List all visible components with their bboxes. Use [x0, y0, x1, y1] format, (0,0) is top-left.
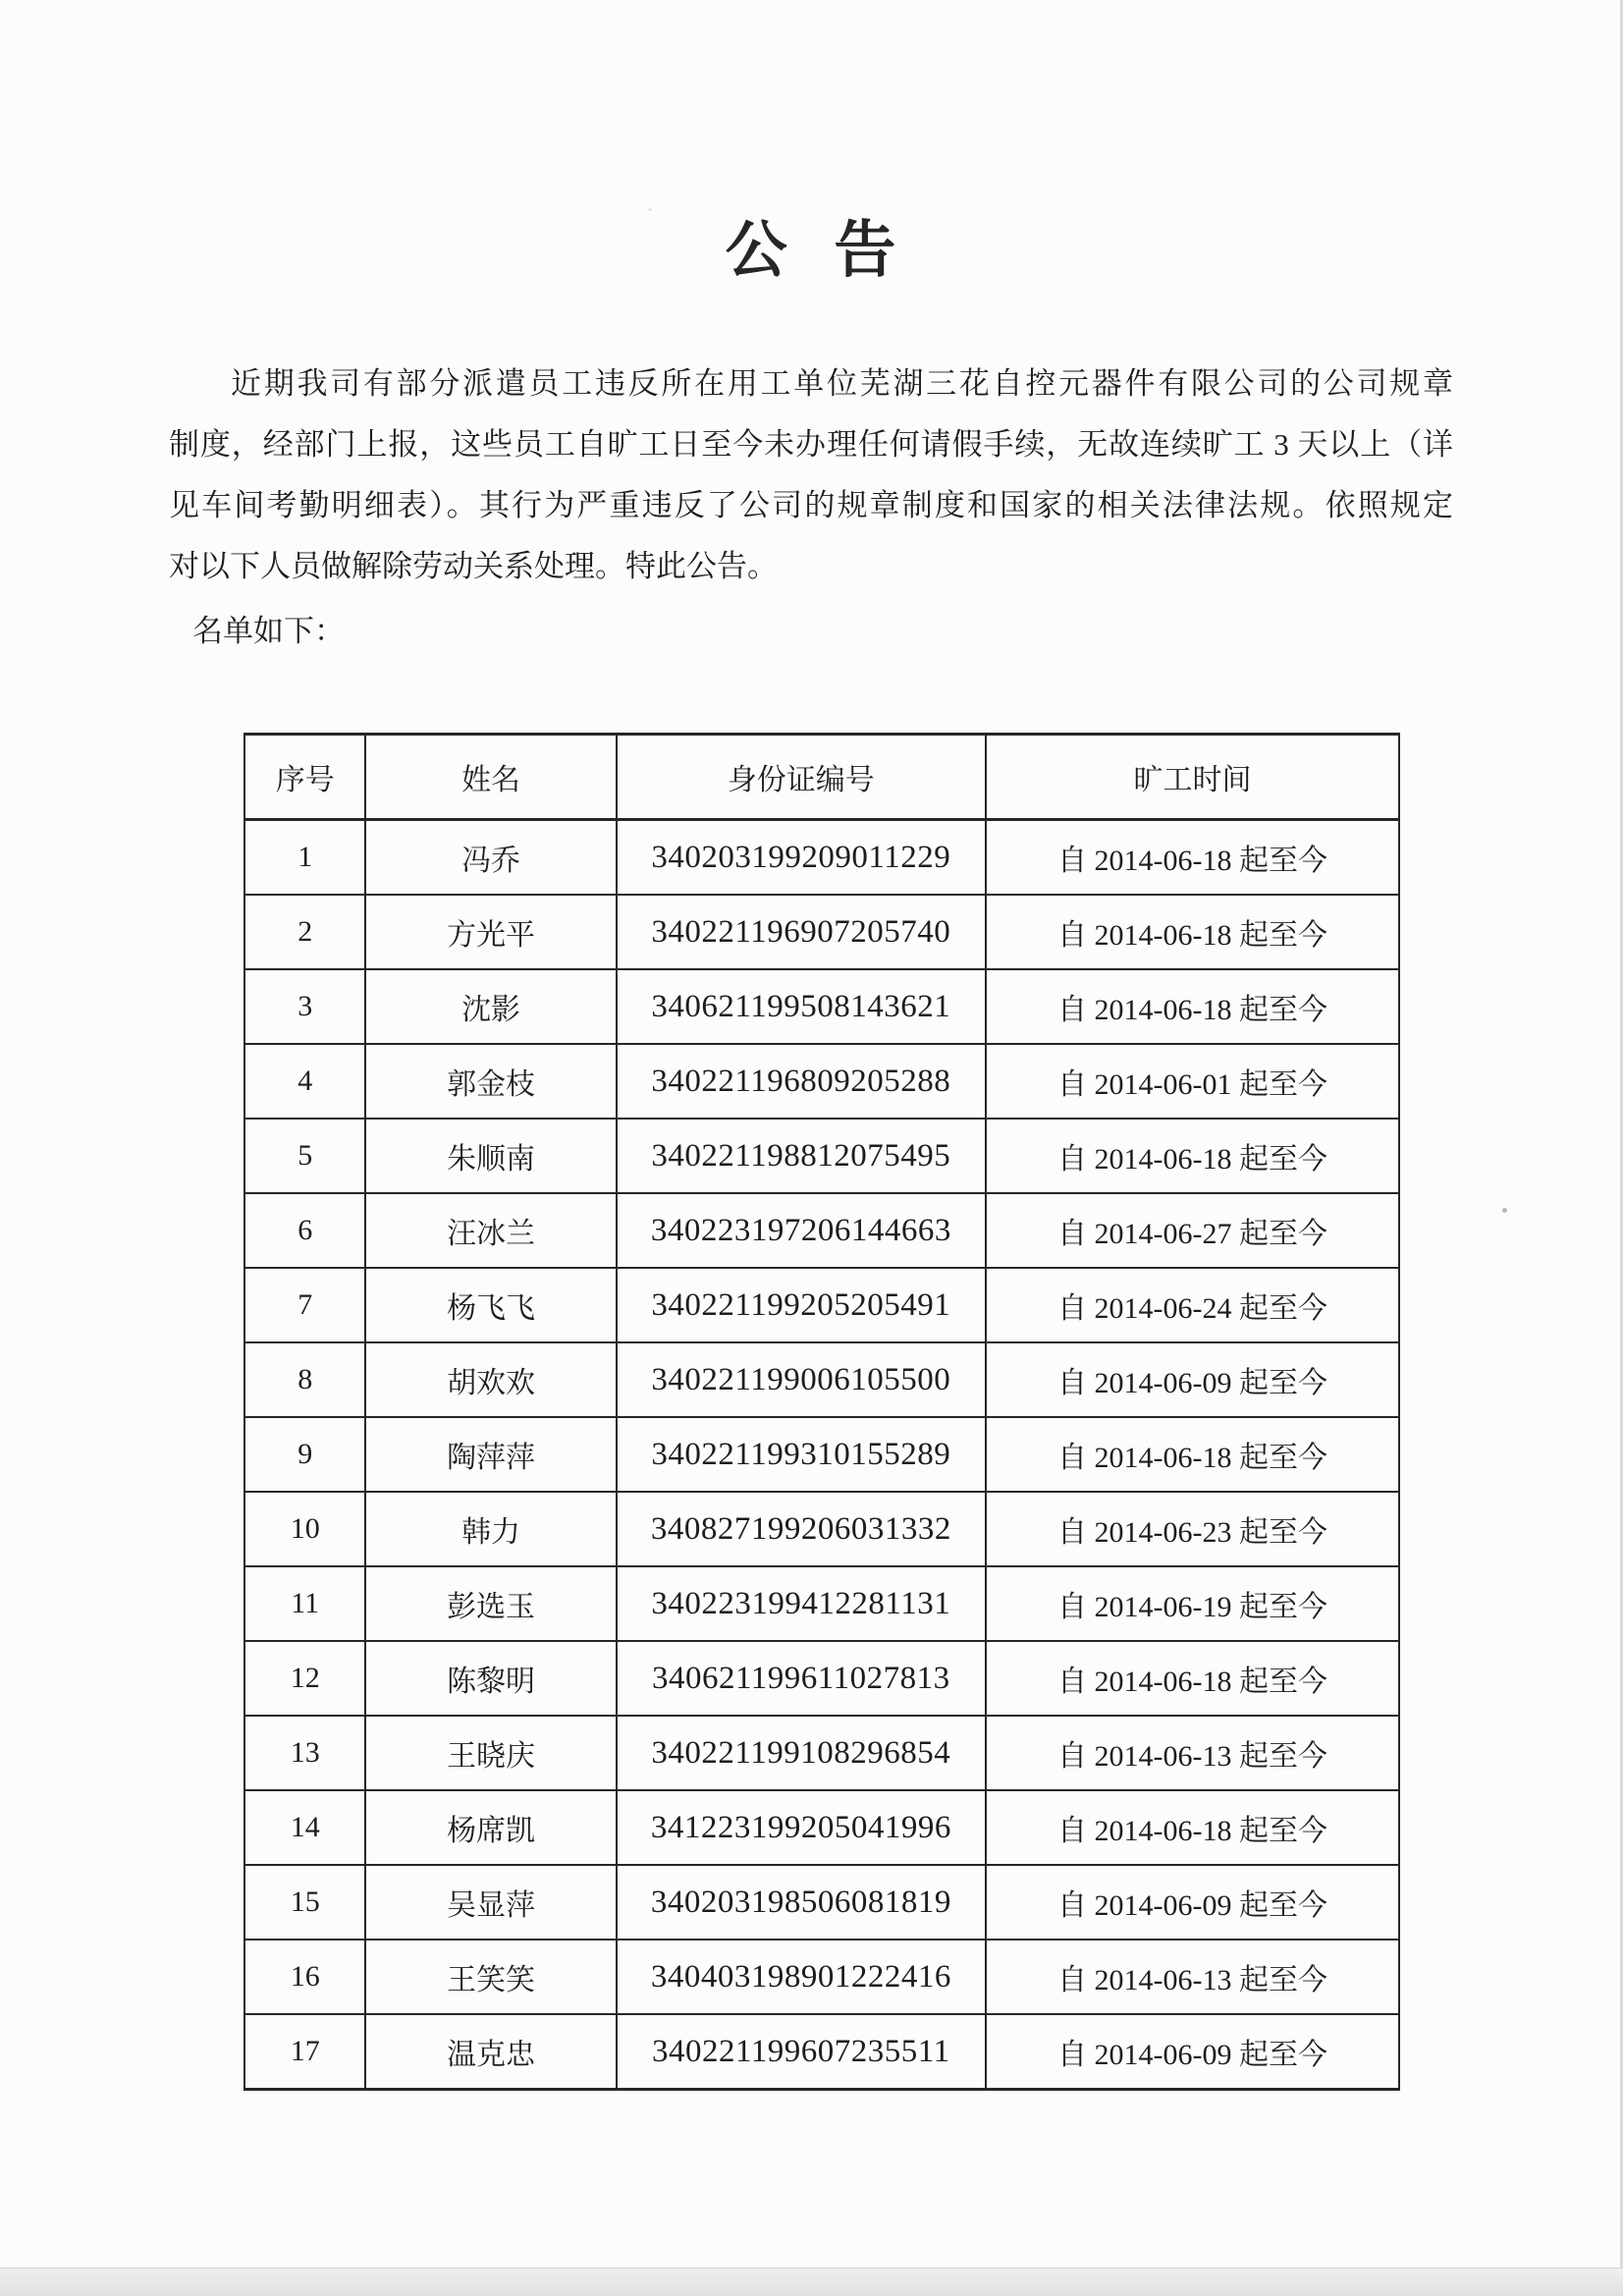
table-row [244, 1193, 1399, 1268]
row-index: 17 [244, 2014, 365, 2090]
employee-name: 韩力 [365, 1492, 616, 1566]
table-row [244, 1417, 1399, 1492]
id-number: 340221196907205740 [617, 895, 986, 969]
employee-name: 王晓庆 [365, 1716, 616, 1790]
document-title: 公 告 [725, 216, 898, 285]
row-index: 15 [244, 1865, 365, 1940]
scan-band-artifact [0, 2268, 1623, 2296]
table-row [244, 1790, 1399, 1865]
absence-time: 自 2014-06-09 起至今 [986, 1342, 1399, 1417]
employee-name: 吴显萍 [365, 1865, 616, 1940]
table-row [244, 1342, 1399, 1417]
employee-name: 陶萍萍 [365, 1417, 616, 1492]
table-header-row [244, 735, 1399, 820]
row-index: 9 [244, 1417, 365, 1492]
scan-speck [648, 208, 652, 211]
row-index: 10 [244, 1492, 365, 1566]
column-header: 身份证编号 [617, 735, 986, 820]
absence-time: 自 2014-06-18 起至今 [986, 1790, 1399, 1865]
employee-name: 陈黎明 [365, 1641, 616, 1716]
absence-time: 自 2014-06-24 起至今 [986, 1268, 1399, 1342]
row-index: 7 [244, 1268, 365, 1342]
table-row [244, 1492, 1399, 1566]
table-row [244, 2014, 1399, 2090]
id-number: 340403198901222416 [617, 1940, 986, 2014]
row-index: 4 [244, 1044, 365, 1119]
id-number: 341223199205041996 [617, 1790, 986, 1865]
id-number: 340221199205205491 [617, 1268, 986, 1342]
table-row [244, 1268, 1399, 1342]
paragraph-line: 制度，经部门上报，这些员工自旷工日至今未办理任何请假手续，无故连续旷工 3 天以上（详 [169, 427, 1453, 462]
absence-time: 自 2014-06-09 起至今 [986, 1865, 1399, 1940]
row-index: 11 [244, 1566, 365, 1641]
table-row [244, 969, 1399, 1044]
employee-name: 朱顺南 [365, 1119, 616, 1193]
row-index: 12 [244, 1641, 365, 1716]
absence-time: 自 2014-06-13 起至今 [986, 1716, 1399, 1790]
absence-time: 自 2014-06-01 起至今 [986, 1044, 1399, 1119]
absence-time: 自 2014-06-18 起至今 [986, 1119, 1399, 1193]
employee-name: 胡欢欢 [365, 1342, 616, 1417]
absence-time: 自 2014-06-23 起至今 [986, 1492, 1399, 1566]
table-row [244, 1865, 1399, 1940]
absence-time: 自 2014-06-13 起至今 [986, 1940, 1399, 2014]
id-number: 340221199607235511 [617, 2014, 986, 2090]
absence-time: 自 2014-06-09 起至今 [986, 2014, 1399, 2090]
scan-speck [1502, 1208, 1507, 1213]
paragraph-line: 近期我司有部分派遣员工违反所在用工单位芜湖三花自控元器件有限公司的公司规章 [231, 366, 1453, 401]
row-index: 8 [244, 1342, 365, 1417]
announcement-paragraph [169, 354, 1453, 597]
absence-time: 自 2014-06-18 起至今 [986, 1641, 1399, 1716]
employee-name: 温克忠 [365, 2014, 616, 2090]
absence-time: 自 2014-06-18 起至今 [986, 895, 1399, 969]
column-header: 旷工时间 [986, 735, 1399, 820]
row-index: 3 [244, 969, 365, 1044]
row-index: 16 [244, 1940, 365, 2014]
table-row [244, 1119, 1399, 1193]
table-row [244, 820, 1399, 896]
table-body [244, 820, 1399, 2090]
id-number: 340221199108296854 [617, 1716, 986, 1790]
id-number: 340621199611027813 [617, 1641, 986, 1716]
dismissal-roster-table [243, 733, 1400, 2091]
table-row [244, 1044, 1399, 1119]
paragraph-line: 对以下人员做解除劳动关系处理。特此公告。 [169, 549, 778, 583]
employee-name: 郭金枝 [365, 1044, 616, 1119]
row-index: 6 [244, 1193, 365, 1268]
employee-name: 彭选玉 [365, 1566, 616, 1641]
employee-name: 汪冰兰 [365, 1193, 616, 1268]
id-number: 340203198506081819 [617, 1865, 986, 1940]
employee-name: 冯乔 [365, 820, 616, 896]
id-number: 340221199310155289 [617, 1417, 986, 1492]
absence-time: 自 2014-06-18 起至今 [986, 820, 1399, 896]
table-row [244, 895, 1399, 969]
absence-time: 自 2014-06-18 起至今 [986, 969, 1399, 1044]
id-number: 340221196809205288 [617, 1044, 986, 1119]
row-index: 14 [244, 1790, 365, 1865]
id-number: 340221199006105500 [617, 1342, 986, 1417]
id-number: 340621199508143621 [617, 969, 986, 1044]
id-number: 340223199412281131 [617, 1566, 986, 1641]
employee-name: 沈影 [365, 969, 616, 1044]
absence-time: 自 2014-06-27 起至今 [986, 1193, 1399, 1268]
row-index: 5 [244, 1119, 365, 1193]
table-row [244, 1641, 1399, 1716]
table-row [244, 1716, 1399, 1790]
absence-time: 自 2014-06-18 起至今 [986, 1417, 1399, 1492]
paragraph-line: 见车间考勤明细表）。其行为严重违反了公司的规章制度和国家的相关法律法规。依照规定 [169, 488, 1453, 522]
column-header: 序号 [244, 735, 365, 820]
employee-name: 王笑笑 [365, 1940, 616, 2014]
column-header: 姓名 [365, 735, 616, 820]
id-number: 340221198812075495 [617, 1119, 986, 1193]
row-index: 13 [244, 1716, 365, 1790]
row-index: 1 [244, 820, 365, 896]
table-row [244, 1566, 1399, 1641]
id-number: 340223197206144663 [617, 1193, 986, 1268]
list-intro-label: 名单如下： [192, 614, 345, 648]
id-number: 340827199206031332 [617, 1492, 986, 1566]
employee-name: 杨飞飞 [365, 1268, 616, 1342]
id-number: 340203199209011229 [617, 820, 986, 896]
absence-time: 自 2014-06-19 起至今 [986, 1566, 1399, 1641]
employee-name: 方光平 [365, 895, 616, 969]
row-index: 2 [244, 895, 365, 969]
employee-name: 杨席凯 [365, 1790, 616, 1865]
table-row [244, 1940, 1399, 2014]
